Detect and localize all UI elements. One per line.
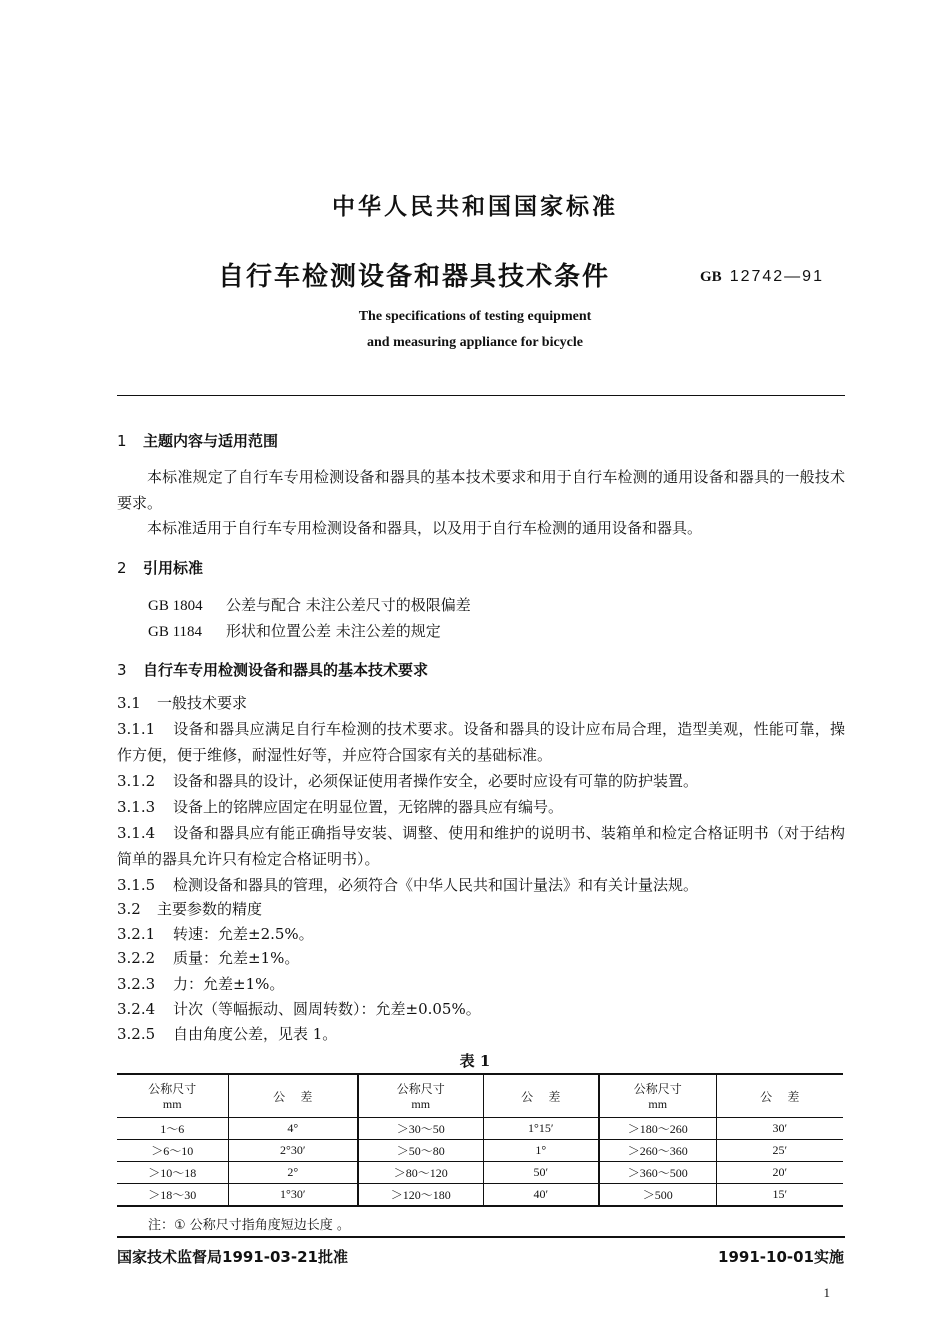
- table-cell: 30′: [716, 1118, 843, 1140]
- clause-3-2-2: [117, 945, 299, 971]
- implementation-date: 1991-10-01实施: [718, 1248, 844, 1266]
- section-number: 2: [117, 559, 127, 577]
- table-cell: 50′: [483, 1162, 599, 1184]
- table-cell: ＞360～500: [599, 1162, 716, 1184]
- table-cell: ＞180～260: [599, 1118, 716, 1140]
- column-header-tolerance: 公 差: [716, 1074, 843, 1118]
- document-title-en-line2: and measuring appliance for bicycle: [367, 335, 583, 350]
- header-unit-label: mm: [648, 1097, 668, 1111]
- national-standard-heading: 中华人民共和国国家标准: [332, 194, 618, 220]
- header-nominal-label: 公称尺寸: [396, 1082, 445, 1096]
- table-row: [117, 1184, 843, 1207]
- clause-number: 3.1.5: [117, 876, 156, 894]
- clause-3-2-1: [117, 921, 314, 947]
- table-cell: ＞260～360: [599, 1140, 716, 1162]
- clause-number: 3.2.5: [117, 1025, 156, 1043]
- section-1-paragraph-2: 本标准适用于自行车专用检测设备和器具，以及用于自行车检测的通用设备和器具。: [147, 519, 703, 537]
- table-1-title: 表 1: [459, 1052, 491, 1070]
- section-1-paragraph-1: 本标准规定了自行车专用检测设备和器具的基本技术要求和用于自行车检测的通用设备和器具的一般技术要求。: [117, 468, 845, 512]
- clause-number: 3.1: [117, 694, 141, 712]
- table-cell: 2°30′: [228, 1140, 358, 1162]
- document-title-cn: 自行车检测设备和器具技术条件: [218, 262, 611, 292]
- angle-tolerance-table: [117, 1073, 843, 1207]
- section-title: 引用标准: [143, 559, 204, 577]
- header-unit-label: mm: [162, 1097, 182, 1111]
- header-unit-label: mm: [411, 1097, 431, 1111]
- table-row: [117, 1162, 843, 1184]
- table-note: 注：① 公称尺寸指角度短边长度 。: [148, 1218, 350, 1233]
- clause-number: 3.1.3: [117, 798, 156, 816]
- clause-3-2-4: [117, 996, 481, 1022]
- clause-text: 设备和器具应有能正确指导安装、调整、使用和维护的说明书、装箱单和检定合格证明书（对于结构简单的器具允许只有检定合格证明书）。: [117, 824, 845, 868]
- clause-number: 3.1.4: [117, 824, 156, 842]
- clause-text: 计次（等幅振动、圆周转数）：允差±0.05%。: [173, 1000, 481, 1018]
- standard-code: 12742—91: [729, 268, 824, 285]
- table-cell: ＞120～180: [358, 1184, 483, 1207]
- section-3-heading: [117, 659, 428, 680]
- column-header-nominal-size: [358, 1074, 483, 1118]
- section-1-heading: [117, 430, 278, 451]
- table-cell: ＞10～18: [117, 1162, 228, 1184]
- clause-3-1-3: [117, 794, 563, 820]
- table-cell: 15′: [716, 1184, 843, 1207]
- clause-3-2-5: [117, 1021, 337, 1047]
- table-cell: 40′: [483, 1184, 599, 1207]
- reference-code: GB 1804: [148, 598, 203, 614]
- clause-number: 3.1.1: [117, 720, 156, 738]
- section-number: 3: [117, 661, 127, 679]
- clause-text: 检测设备和器具的管理，必须符合《中华人民共和国计量法》和有关计量法规。: [173, 876, 699, 894]
- column-header-nominal-size: [117, 1074, 228, 1118]
- clause-text: 转速：允差±2.5%。: [173, 925, 314, 943]
- clause-text: 自由角度公差，见表 1。: [173, 1025, 338, 1043]
- table-cell: ＞30～50: [358, 1118, 483, 1140]
- page-number: 1: [823, 1285, 830, 1300]
- table-cell: ＞6～10: [117, 1140, 228, 1162]
- clause-3-1-4: [117, 820, 845, 872]
- column-header-tolerance: 公 差: [228, 1074, 358, 1118]
- table-cell: ＞18～30: [117, 1184, 228, 1207]
- clause-text: 设备和器具应满足自行车检测的技术要求。设备和器具的设计应布局合理，造型美观，性能可靠，操作方便，便于维修，耐湿性好等，并应符合国家有关的基础标准。: [117, 720, 845, 764]
- table-cell: 1°30′: [228, 1184, 358, 1207]
- clause-number: 3.2.2: [117, 949, 156, 967]
- clause-text: 设备和器具的设计，必须保证使用者操作安全，必要时应设有可靠的防护装置。: [173, 772, 699, 790]
- standard-prefix: GB: [700, 269, 722, 285]
- document-title-en-line1: The specifications of testing equipment: [358, 309, 592, 324]
- clause-text: 设备上的铭牌应固定在明显位置，无铭牌的器具应有编号。: [173, 798, 564, 816]
- table-cell: ＞500: [599, 1184, 716, 1207]
- table-cell: 1°: [483, 1140, 599, 1162]
- table-cell: 2°: [228, 1162, 358, 1184]
- table-cell: ＞80～120: [358, 1162, 483, 1184]
- header-nominal-label: 公称尺寸: [633, 1082, 682, 1096]
- reference-item: [148, 594, 471, 615]
- clause-3-2-3: [117, 971, 284, 997]
- section-title: 自行车专用检测设备和器具的基本技术要求: [143, 661, 429, 679]
- table-cell: 1～6: [117, 1118, 228, 1140]
- section-title: 主题内容与适用范围: [143, 432, 279, 450]
- clause-number: 3.1.2: [117, 772, 156, 790]
- header-divider: [117, 395, 845, 396]
- table-cell: 1°15′: [483, 1118, 599, 1140]
- clause-3-2: [117, 896, 262, 922]
- table-header-row: [117, 1074, 843, 1118]
- reference-text: 公差与配合 未注公差尺寸的极限偏差: [226, 596, 471, 614]
- clause-number: 3.2: [117, 900, 141, 918]
- clause-3-1-5: [117, 872, 698, 898]
- table-row: [117, 1118, 843, 1140]
- header-nominal-label: 公称尺寸: [148, 1082, 197, 1096]
- clause-3-1: [117, 690, 247, 716]
- approval-date: 国家技术监督局1991-03-21批准: [117, 1248, 348, 1266]
- clause-text: 质量：允差±1%。: [173, 949, 300, 967]
- section-number: 1: [117, 432, 127, 450]
- table-cell: 4°: [228, 1118, 358, 1140]
- table-row: [117, 1140, 843, 1162]
- footer-divider: [117, 1236, 845, 1238]
- reference-item: [148, 620, 441, 641]
- clause-text: 主要参数的精度: [157, 900, 263, 918]
- clause-number: 3.2.4: [117, 1000, 156, 1018]
- standard-number: [700, 268, 824, 286]
- clause-text: 一般技术要求: [157, 694, 248, 712]
- clause-text: 力：允差±1%。: [173, 975, 285, 993]
- section-2-heading: [117, 557, 203, 578]
- reference-code: GB 1184: [148, 624, 203, 640]
- column-header-tolerance: 公 差: [483, 1074, 599, 1118]
- column-header-nominal-size: [599, 1074, 716, 1118]
- table-cell: 20′: [716, 1162, 843, 1184]
- clause-number: 3.2.1: [117, 925, 156, 943]
- reference-text: 形状和位置公差 未注公差的规定: [226, 622, 441, 640]
- table-cell: 25′: [716, 1140, 843, 1162]
- table-cell: ＞50～80: [358, 1140, 483, 1162]
- clause-3-1-1: [117, 716, 845, 768]
- clause-number: 3.2.3: [117, 975, 156, 993]
- clause-3-1-2: [117, 768, 698, 794]
